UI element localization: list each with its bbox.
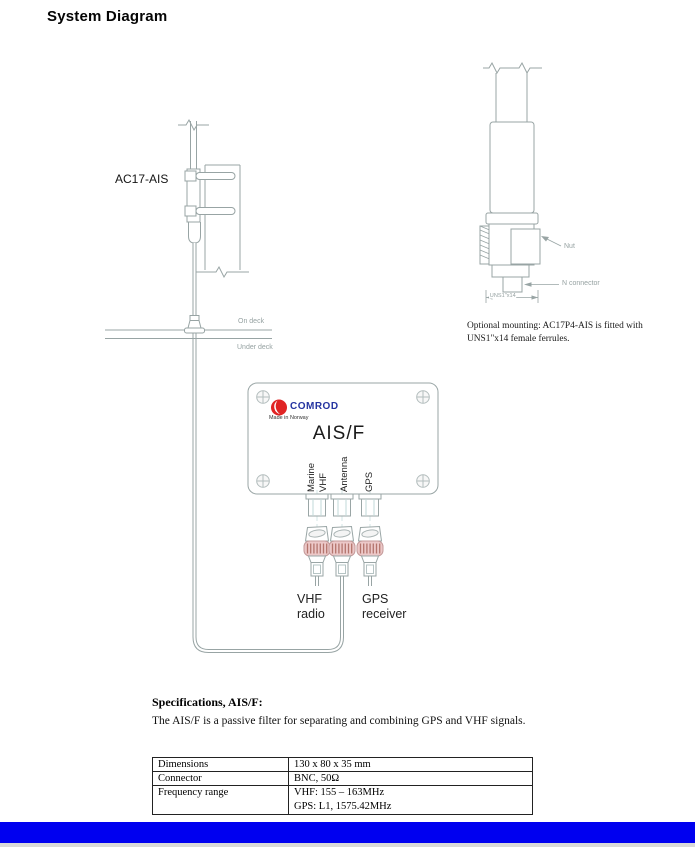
port-label-marine-vhf: Marine VHF: [306, 462, 329, 492]
corner-screw-icon: [417, 475, 430, 488]
spec-value-line: GPS: L1, 1575.42MHz: [294, 801, 392, 812]
table-row: [153, 772, 533, 786]
port-label-antenna: Antenna: [339, 456, 350, 492]
nut-label: Nut: [564, 243, 575, 250]
corner-screw-icon: [257, 475, 270, 488]
spec-value: 130 x 80 x 35 mm: [289, 758, 533, 772]
vhf-radio-label: VHF radio: [297, 592, 325, 621]
table-row: [153, 786, 533, 815]
comrod-logo-mark-icon: [271, 400, 287, 416]
corner-screw-icon: [417, 391, 430, 404]
spec-value-line: VHF: 155 – 163MHz: [294, 787, 385, 798]
page-title: System Diagram: [47, 8, 168, 25]
deck-gland-drawing: [185, 316, 205, 334]
gps-receiver-label: GPS receiver: [362, 592, 407, 621]
specs-table: [152, 757, 533, 815]
made-in-norway-text: Made in Norway: [269, 415, 309, 421]
spec-value: BNC, 50Ω: [289, 772, 533, 786]
specs-description: The AIS/F is a passive filter for separating and combining GPS and VHF signals.: [152, 715, 526, 727]
port-label-gps: GPS: [364, 471, 375, 492]
optional-mounting-caption: Optional mounting: AC17P4-AIS is fitted with UNS1"x14 female ferrules.: [467, 321, 643, 344]
bnc-plug-drawing: [329, 524, 355, 576]
spec-value: [289, 786, 533, 815]
bnc-sockets-drawing: [306, 490, 381, 521]
specs-heading: Specifications, AIS/F:: [152, 695, 263, 709]
under-deck-label: Under deck: [237, 344, 273, 351]
table-row: [153, 758, 533, 772]
on-deck-label: On deck: [238, 318, 265, 325]
bnc-plug-drawing: [304, 524, 330, 576]
antenna-base-detail-drawing: [480, 63, 561, 303]
spec-label: Dimensions: [153, 758, 289, 772]
filter-model-label: AIS/F: [312, 423, 366, 444]
antenna-mast-drawing: [178, 120, 249, 277]
antenna-model-label: AC17-AIS: [115, 172, 169, 186]
thread-dimension-label: UNS1"x14: [489, 293, 516, 299]
spec-label: Connector: [153, 772, 289, 786]
footer-accent-bar: [0, 822, 695, 843]
comrod-brand-text: COMROD: [290, 401, 339, 412]
footer-strip: [0, 843, 695, 847]
spec-label: Frequency range: [153, 786, 289, 815]
n-connector-label: N connector: [562, 280, 600, 287]
bnc-plug-drawing: [357, 524, 383, 576]
corner-screw-icon: [257, 391, 270, 404]
